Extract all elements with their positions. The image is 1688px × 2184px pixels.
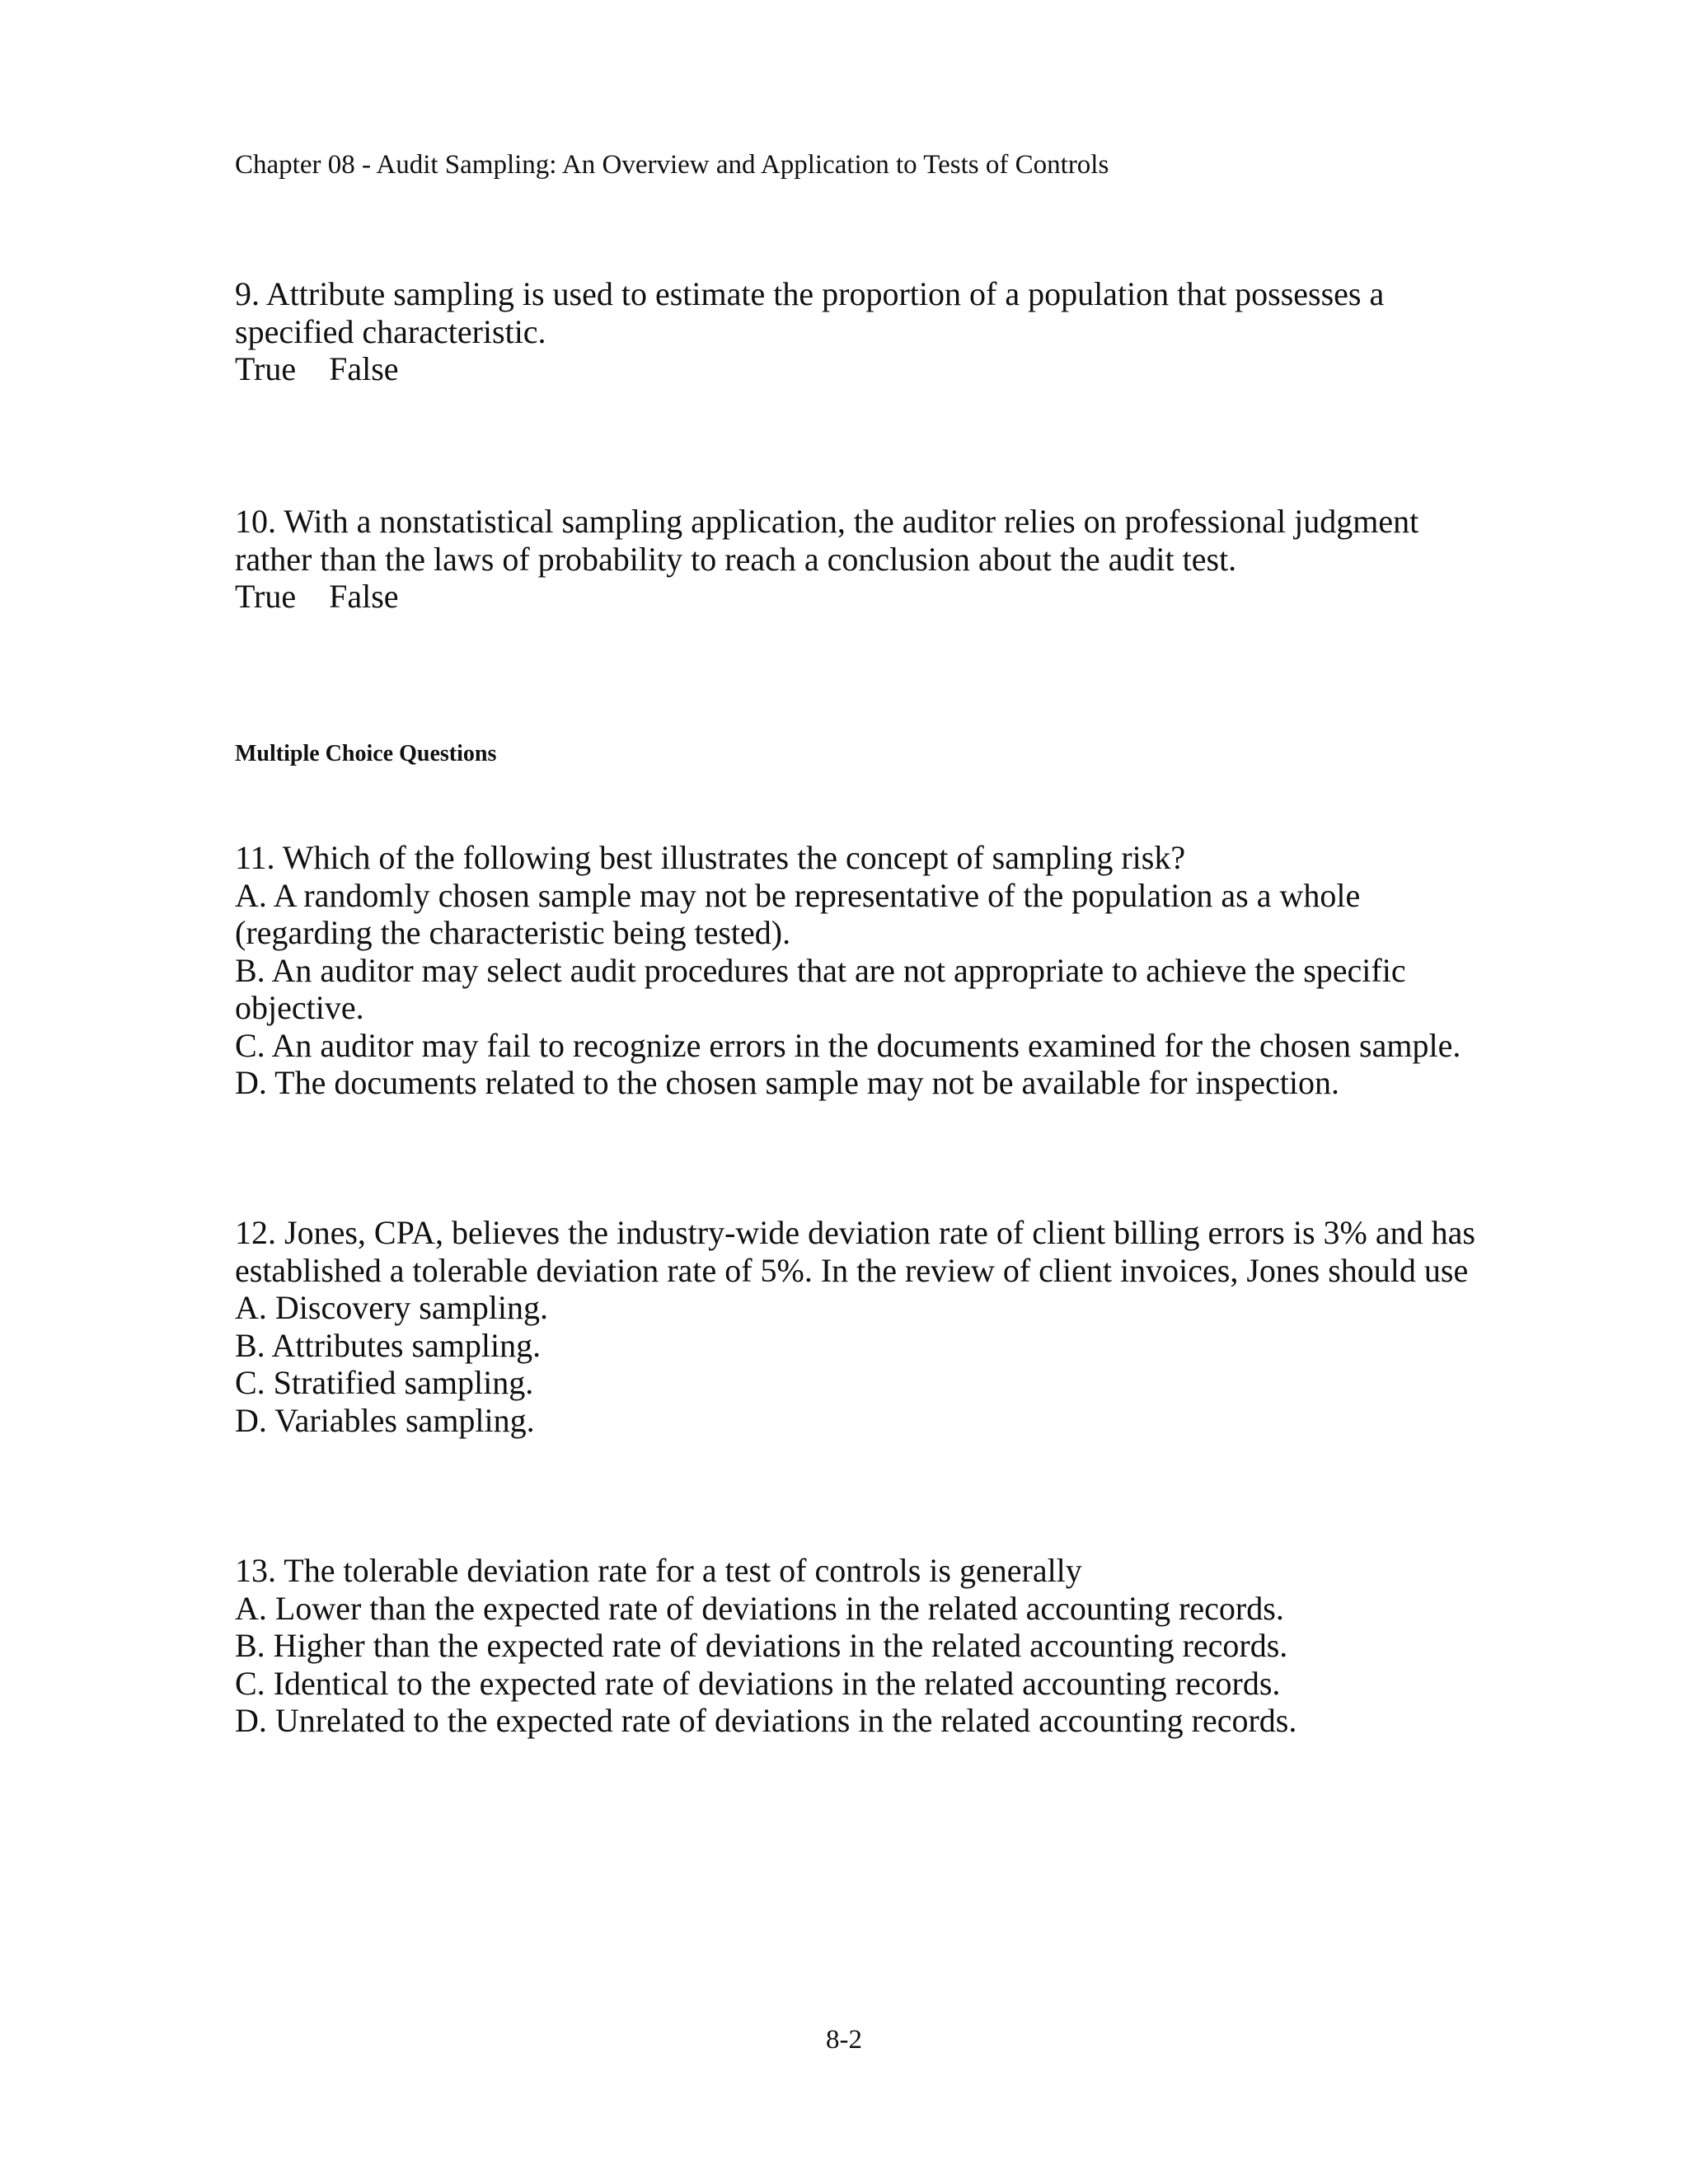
false-option: False [329, 350, 399, 387]
question-11-option-a-line-1: A. A randomly chosen sample may not be representative of the population as a whole [235, 876, 1361, 914]
question-12-option-b: B. Attributes sampling. [235, 1326, 542, 1364]
question-12-option-a: A. Discovery sampling. [235, 1289, 548, 1326]
false-option: False [329, 578, 399, 615]
question-11-option-c: C. An auditor may fail to recognize errors in the documents examined for the chosen sample. [235, 1026, 1461, 1064]
question-10-text-line-2: rather than the laws of probability to reach a conclusion about the audit test. [235, 540, 1237, 578]
chapter-header: Chapter 08 - Audit Sampling: An Overview and Application to Tests of Controls [235, 150, 1109, 180]
question-11 [235, 839, 1521, 1102]
question-13-option-c: C. Identical to the expected rate of deviations in the related accounting records. [235, 1664, 1281, 1702]
question-11-stem: 11. Which of the following best illustrates the concept of sampling risk? [235, 839, 1186, 876]
question-9-answer-options [235, 350, 1521, 388]
question-12 [235, 1214, 1521, 1439]
question-11-option-a-line-2: (regarding the characteristic being tested). [235, 914, 791, 951]
question-13-option-d: D. Unrelated to the expected rate of deviations in the related accounting records. [235, 1702, 1297, 1739]
true-option: True [235, 350, 297, 387]
question-13-option-a: A. Lower than the expected rate of deviations in the related accounting records. [235, 1589, 1284, 1627]
question-12-stem-line-1: 12. Jones, CPA, believes the industry-wide deviation rate of client billing errors is 3% and has [235, 1214, 1475, 1251]
question-13-option-b: B. Higher than the expected rate of deviations in the related accounting records. [235, 1627, 1288, 1664]
question-12-stem-line-2: established a tolerable deviation rate of 5%. In the review of client invoices, Jones should use [235, 1251, 1469, 1289]
true-option: True [235, 578, 297, 615]
question-13 [235, 1552, 1521, 1740]
question-9-text-line-1: 9. Attribute sampling is used to estimate the proportion of a population that possesses a [235, 275, 1385, 312]
question-9-text-line-2: specified characteristic. [235, 312, 546, 350]
page-number: 8-2 [826, 2025, 862, 2055]
section-heading: Multiple Choice Questions [235, 741, 497, 766]
question-13-stem: 13. The tolerable deviation rate for a test of controls is generally [235, 1552, 1082, 1589]
question-11-option-b-line-2: objective. [235, 989, 364, 1026]
question-11-option-d: D. The documents related to the chosen sample may not be available for inspection. [235, 1064, 1339, 1101]
question-10-answer-options [235, 578, 1521, 616]
question-9 [235, 275, 1521, 388]
question-11-option-b-line-1: B. An auditor may select audit procedures that are not appropriate to achieve the specific [235, 951, 1406, 989]
question-10 [235, 503, 1521, 616]
question-10-text-line-1: 10. With a nonstatistical sampling application, the auditor relies on professional judgment [235, 503, 1419, 540]
question-12-option-c: C. Stratified sampling. [235, 1364, 534, 1401]
question-12-option-d: D. Variables sampling. [235, 1401, 535, 1439]
